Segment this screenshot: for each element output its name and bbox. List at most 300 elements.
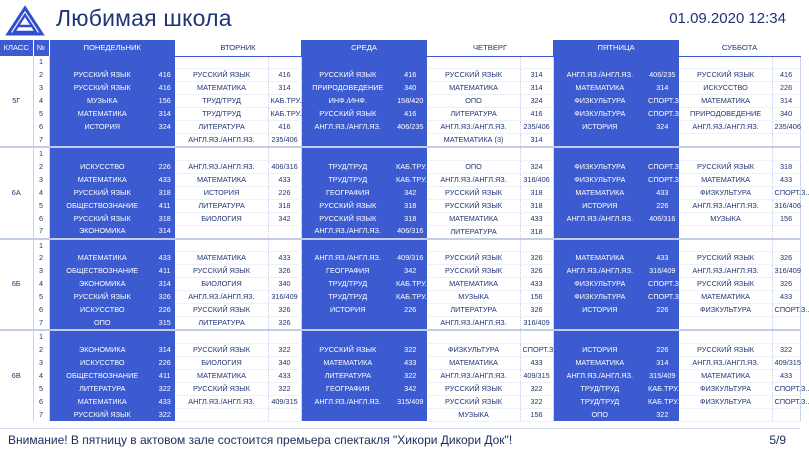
room-cell-monday: 326 — [155, 291, 175, 304]
room-cell-saturday: 316/409 — [772, 265, 800, 278]
room-cell-tuesday — [268, 56, 301, 69]
room-cell-monday — [155, 147, 175, 160]
subject-cell-tuesday — [175, 225, 268, 239]
subject-cell-saturday: РУССКИЙ ЯЗЫК — [679, 278, 772, 291]
room-cell-tuesday: 326 — [268, 304, 301, 317]
page-indicator: 5/9 — [769, 433, 786, 447]
room-cell-saturday: 226 — [772, 82, 800, 95]
table-row — [0, 239, 800, 252]
subject-cell-tuesday: БИОЛОГИЯ — [175, 278, 268, 291]
subject-cell-wednesday — [301, 134, 394, 148]
subject-cell-thursday: РУССКИЙ ЯЗЫК — [427, 186, 520, 199]
lesson-number-cell: 1 — [33, 330, 49, 343]
room-cell-friday: 324 — [646, 121, 679, 134]
room-cell-wednesday — [394, 239, 427, 252]
room-cell-tuesday: 416 — [268, 121, 301, 134]
subject-cell-thursday: АНГЛ.ЯЗ./АНГЛ.ЯЗ. — [427, 173, 520, 186]
room-cell-monday: 226 — [155, 160, 175, 173]
column-header-thursday: ЧЕТВЕРГ — [427, 40, 553, 56]
room-cell-monday: 314 — [155, 343, 175, 356]
room-cell-wednesday: 158/420 — [394, 95, 427, 108]
table-row — [0, 304, 800, 317]
subject-cell-monday: ОПО — [49, 317, 155, 331]
lesson-number-cell: 7 — [33, 317, 49, 331]
lesson-number-cell: 3 — [33, 265, 49, 278]
class-name-cell: 6В — [0, 330, 33, 421]
subject-cell-wednesday: ГЕОГРАФИЯ — [301, 265, 394, 278]
subject-cell-wednesday — [301, 330, 394, 343]
page-title: Любимая школа — [56, 5, 232, 31]
subject-cell-thursday: МАТЕМАТИКА — [427, 212, 520, 225]
room-cell-wednesday — [394, 56, 427, 69]
subject-cell-monday: ЭКОНОМИКА — [49, 278, 155, 291]
table-row — [0, 173, 800, 186]
subject-cell-monday: ЭКОНОМИКА — [49, 343, 155, 356]
subject-cell-tuesday: РУССКИЙ ЯЗЫК — [175, 304, 268, 317]
subject-cell-wednesday: РУССКИЙ ЯЗЫК — [301, 108, 394, 121]
subject-cell-monday: ЛИТЕРАТУРА — [49, 382, 155, 395]
subject-cell-wednesday: АНГЛ.ЯЗ./АНГЛ.ЯЗ. — [301, 121, 394, 134]
room-cell-friday: СПОРТ.З.. — [646, 173, 679, 186]
room-cell-wednesday: КАБ.ТРУ.. — [394, 173, 427, 186]
subject-cell-saturday: МАТЕМАТИКА — [679, 95, 772, 108]
lesson-number-cell: 3 — [33, 173, 49, 186]
lesson-number-cell: 2 — [33, 69, 49, 82]
room-cell-friday: 322 — [646, 408, 679, 421]
table-row — [0, 356, 800, 369]
room-cell-tuesday: 322 — [268, 382, 301, 395]
subject-cell-friday: ФИЗКУЛЬТУРА — [553, 160, 646, 173]
subject-cell-wednesday: ЛИТЕРАТУРА — [301, 369, 394, 382]
room-cell-friday: СПОРТ.З.. — [646, 278, 679, 291]
room-cell-wednesday: 322 — [394, 343, 427, 356]
subject-cell-monday: ОБЩЕСТВОЗНАНИЕ — [49, 199, 155, 212]
subject-cell-wednesday — [301, 408, 394, 421]
subject-cell-tuesday: БИОЛОГИЯ — [175, 356, 268, 369]
room-cell-wednesday: 409/316 — [394, 252, 427, 265]
subject-cell-friday: МАТЕМАТИКА — [553, 186, 646, 199]
table-row — [0, 56, 800, 69]
room-cell-thursday: 316/406 — [520, 173, 553, 186]
subject-cell-friday: АНГЛ.ЯЗ./АНГЛ.ЯЗ. — [553, 212, 646, 225]
room-cell-wednesday: 226 — [394, 304, 427, 317]
lesson-number-cell: 5 — [33, 199, 49, 212]
subject-cell-friday: АНГЛ.ЯЗ./АНГЛ.ЯЗ. — [553, 69, 646, 82]
subject-cell-thursday: МАТЕМАТИКА — [427, 278, 520, 291]
subject-cell-thursday: РУССКИЙ ЯЗЫК — [427, 382, 520, 395]
room-cell-thursday: 409/315 — [520, 369, 553, 382]
room-cell-monday — [155, 56, 175, 69]
room-cell-saturday: 235/406 — [772, 121, 800, 134]
subject-cell-thursday: АНГЛ.ЯЗ./АНГЛ.ЯЗ. — [427, 317, 520, 331]
room-cell-saturday: 433 — [772, 173, 800, 186]
column-header-class: КЛАСС — [0, 40, 33, 56]
room-cell-monday: 318 — [155, 186, 175, 199]
lesson-number-cell: 4 — [33, 278, 49, 291]
subject-cell-friday: ИСТОРИЯ — [553, 199, 646, 212]
table-row — [0, 108, 800, 121]
room-cell-tuesday: 406/316 — [268, 160, 301, 173]
subject-cell-monday — [49, 330, 155, 343]
subject-cell-saturday: РУССКИЙ ЯЗЫК — [679, 252, 772, 265]
room-cell-tuesday: 342 — [268, 212, 301, 225]
room-cell-thursday: 326 — [520, 252, 553, 265]
subject-cell-monday: МАТЕМАТИКА — [49, 395, 155, 408]
room-cell-friday — [646, 317, 679, 331]
room-cell-tuesday — [268, 225, 301, 239]
header — [0, 0, 800, 40]
column-header-friday: ПЯТНИЦА — [553, 40, 679, 56]
room-cell-monday: 156 — [155, 95, 175, 108]
subject-cell-tuesday: РУССКИЙ ЯЗЫК — [175, 69, 268, 82]
subject-cell-wednesday: ИНФ./ИНФ. — [301, 95, 394, 108]
room-cell-wednesday — [394, 408, 427, 421]
room-cell-thursday: 314 — [520, 82, 553, 95]
subject-cell-wednesday: РУССКИЙ ЯЗЫК — [301, 212, 394, 225]
subject-cell-saturday: МАТЕМАТИКА — [679, 369, 772, 382]
room-cell-thursday: 322 — [520, 395, 553, 408]
subject-cell-saturday — [679, 134, 772, 148]
subject-cell-thursday: ФИЗКУЛЬТУРА — [427, 343, 520, 356]
lesson-number-cell: 7 — [33, 225, 49, 239]
subject-cell-monday: ОБЩЕСТВОЗНАНИЕ — [49, 369, 155, 382]
room-cell-tuesday: 318 — [268, 199, 301, 212]
table-row — [0, 212, 800, 225]
table-row — [0, 395, 800, 408]
room-cell-monday: 322 — [155, 382, 175, 395]
subject-cell-friday — [553, 56, 646, 69]
room-cell-wednesday — [394, 147, 427, 160]
subject-cell-saturday: ФИЗКУЛЬТУРА — [679, 304, 772, 317]
subject-cell-monday: МАТЕМАТИКА — [49, 173, 155, 186]
room-cell-thursday: 324 — [520, 95, 553, 108]
subject-cell-friday: АНГЛ.ЯЗ./АНГЛ.ЯЗ. — [553, 265, 646, 278]
room-cell-tuesday: 316/409 — [268, 291, 301, 304]
room-cell-saturday: СПОРТ.З.. — [772, 304, 800, 317]
room-cell-tuesday: 340 — [268, 356, 301, 369]
subject-cell-thursday — [427, 147, 520, 160]
lesson-number-cell: 4 — [33, 369, 49, 382]
room-cell-saturday: 326 — [772, 278, 800, 291]
subject-cell-friday — [553, 330, 646, 343]
room-cell-friday: 226 — [646, 343, 679, 356]
subject-cell-monday: ИСКУССТВО — [49, 356, 155, 369]
subject-cell-saturday — [679, 408, 772, 421]
subject-cell-thursday: МУЗЫКА — [427, 291, 520, 304]
subject-cell-saturday: РУССКИЙ ЯЗЫК — [679, 69, 772, 82]
room-cell-monday: 226 — [155, 304, 175, 317]
subject-cell-wednesday: АНГЛ.ЯЗ./АНГЛ.ЯЗ. — [301, 395, 394, 408]
room-cell-thursday: 316/409 — [520, 317, 553, 331]
room-cell-thursday — [520, 56, 553, 69]
room-cell-monday: 416 — [155, 69, 175, 82]
room-cell-tuesday: 433 — [268, 173, 301, 186]
subject-cell-thursday: РУССКИЙ ЯЗЫК — [427, 69, 520, 82]
room-cell-tuesday: 314 — [268, 82, 301, 95]
room-cell-monday: 322 — [155, 408, 175, 421]
room-cell-saturday — [772, 56, 800, 69]
table-row — [0, 186, 800, 199]
subject-cell-saturday: ФИЗКУЛЬТУРА — [679, 186, 772, 199]
lesson-number-cell: 4 — [33, 95, 49, 108]
room-cell-monday: 318 — [155, 212, 175, 225]
subject-cell-thursday: ОПО — [427, 160, 520, 173]
subject-cell-wednesday — [301, 56, 394, 69]
room-cell-saturday: 318 — [772, 160, 800, 173]
room-cell-friday: 314 — [646, 82, 679, 95]
date-time: 01.09.2020 12:34 — [669, 10, 786, 27]
room-cell-friday: 316/409 — [646, 265, 679, 278]
subject-cell-wednesday — [301, 147, 394, 160]
subject-cell-monday: МАТЕМАТИКА — [49, 108, 155, 121]
room-cell-saturday — [772, 225, 800, 239]
class-name-cell: 6Б — [0, 239, 33, 331]
room-cell-monday: 433 — [155, 173, 175, 186]
subject-cell-tuesday: ЛИТЕРАТУРА — [175, 317, 268, 331]
subject-cell-friday: ТРУД/ТРУД — [553, 395, 646, 408]
class-name-cell: 6А — [0, 147, 33, 239]
subject-cell-tuesday: АНГЛ.ЯЗ./АНГЛ.ЯЗ. — [175, 395, 268, 408]
lesson-number-cell: 7 — [33, 408, 49, 421]
subject-cell-thursday: МАТЕМАТИКА — [427, 356, 520, 369]
room-cell-friday: СПОРТ.З.. — [646, 160, 679, 173]
subject-cell-friday: МАТЕМАТИКА — [553, 82, 646, 95]
subject-cell-wednesday: ГЕОГРАФИЯ — [301, 382, 394, 395]
room-cell-tuesday: 326 — [268, 265, 301, 278]
subject-cell-tuesday: РУССКИЙ ЯЗЫК — [175, 343, 268, 356]
table-row — [0, 330, 800, 343]
room-cell-saturday: СПОРТ.З.. — [772, 395, 800, 408]
room-cell-thursday: 433 — [520, 212, 553, 225]
subject-cell-tuesday: МАТЕМАТИКА — [175, 252, 268, 265]
room-cell-tuesday: 326 — [268, 317, 301, 331]
column-header-tuesday: ВТОРНИК — [175, 40, 301, 56]
subject-cell-thursday: РУССКИЙ ЯЗЫК — [427, 265, 520, 278]
room-cell-friday: 406/316 — [646, 212, 679, 225]
room-cell-monday: 416 — [155, 82, 175, 95]
subject-cell-monday: РУССКИЙ ЯЗЫК — [49, 212, 155, 225]
subject-cell-friday: МАТЕМАТИКА — [553, 252, 646, 265]
subject-cell-saturday: МАТЕМАТИКА — [679, 173, 772, 186]
room-cell-friday: 433 — [646, 186, 679, 199]
room-cell-wednesday — [394, 330, 427, 343]
subject-cell-saturday: ИСКУССТВО — [679, 82, 772, 95]
subject-cell-saturday: АНГЛ.ЯЗ./АНГЛ.ЯЗ. — [679, 265, 772, 278]
subject-cell-saturday: ПРИРОДОВЕДЕНИЕ — [679, 108, 772, 121]
room-cell-wednesday: 315/409 — [394, 395, 427, 408]
room-cell-monday: 411 — [155, 265, 175, 278]
room-cell-wednesday: 342 — [394, 382, 427, 395]
lesson-number-cell: 6 — [33, 395, 49, 408]
room-cell-wednesday: КАБ.ТРУ.. — [394, 278, 427, 291]
lesson-number-cell: 2 — [33, 160, 49, 173]
subject-cell-thursday: РУССКИЙ ЯЗЫК — [427, 395, 520, 408]
room-cell-saturday: 316/406 — [772, 199, 800, 212]
room-cell-wednesday: КАБ.ТРУ.. — [394, 291, 427, 304]
room-cell-wednesday: 416 — [394, 69, 427, 82]
room-cell-saturday: СПОРТ.З.. — [772, 382, 800, 395]
room-cell-wednesday: 318 — [394, 212, 427, 225]
table-row — [0, 134, 800, 148]
room-cell-thursday: 433 — [520, 356, 553, 369]
lesson-number-cell: 2 — [33, 252, 49, 265]
room-cell-monday — [155, 134, 175, 148]
room-cell-thursday: 322 — [520, 382, 553, 395]
subject-cell-thursday: МАТЕМАТИКА — [427, 82, 520, 95]
table-row — [0, 225, 800, 239]
subject-cell-wednesday: ПРИРОДОВЕДЕНИЕ — [301, 82, 394, 95]
room-cell-saturday: 433 — [772, 291, 800, 304]
schedule-table — [0, 40, 809, 422]
subject-cell-wednesday: ТРУД/ТРУД — [301, 278, 394, 291]
lesson-number-cell: 5 — [33, 108, 49, 121]
subject-cell-monday: МУЗЫКА — [49, 95, 155, 108]
table-row — [0, 369, 800, 382]
subject-cell-saturday: АНГЛ.ЯЗ./АНГЛ.ЯЗ. — [679, 121, 772, 134]
subject-cell-saturday — [679, 239, 772, 252]
room-cell-saturday: СПОРТ.З.. — [772, 186, 800, 199]
room-cell-saturday: 314 — [772, 95, 800, 108]
room-cell-friday — [646, 134, 679, 148]
lesson-number-cell: 4 — [33, 186, 49, 199]
footer — [0, 428, 800, 449]
subject-cell-thursday: РУССКИЙ ЯЗЫК — [427, 252, 520, 265]
room-cell-wednesday: 406/316 — [394, 225, 427, 239]
subject-cell-thursday: ОПО — [427, 95, 520, 108]
room-cell-friday: 315/409 — [646, 369, 679, 382]
subject-cell-monday — [49, 56, 155, 69]
room-cell-monday: 314 — [155, 108, 175, 121]
lesson-number-cell: 5 — [33, 382, 49, 395]
room-cell-saturday: 416 — [772, 69, 800, 82]
room-cell-thursday: СПОРТ.З.. — [520, 343, 553, 356]
table-row — [0, 343, 800, 356]
table-row — [0, 382, 800, 395]
room-cell-monday: 433 — [155, 395, 175, 408]
subject-cell-thursday: ЛИТЕРАТУРА — [427, 225, 520, 239]
subject-cell-tuesday: ЛИТЕРАТУРА — [175, 199, 268, 212]
room-cell-wednesday: 433 — [394, 356, 427, 369]
column-header-saturday: СУББОТА — [679, 40, 800, 56]
room-cell-friday: СПОРТ.З.. — [646, 291, 679, 304]
room-cell-thursday: 326 — [520, 265, 553, 278]
room-cell-thursday: 433 — [520, 278, 553, 291]
lesson-number-cell: 5 — [33, 291, 49, 304]
subject-cell-tuesday — [175, 239, 268, 252]
subject-cell-wednesday: РУССКИЙ ЯЗЫК — [301, 343, 394, 356]
subject-cell-friday: ФИЗКУЛЬТУРА — [553, 278, 646, 291]
subject-cell-friday: ФИЗКУЛЬТУРА — [553, 173, 646, 186]
subject-cell-friday — [553, 134, 646, 148]
subject-cell-tuesday: АНГЛ.ЯЗ./АНГЛ.ЯЗ. — [175, 134, 268, 148]
room-cell-tuesday: 416 — [268, 69, 301, 82]
subject-cell-friday — [553, 317, 646, 331]
room-cell-friday — [646, 56, 679, 69]
lesson-number-cell: 1 — [33, 56, 49, 69]
room-cell-tuesday: 226 — [268, 186, 301, 199]
subject-cell-friday — [553, 147, 646, 160]
room-cell-wednesday: 322 — [394, 369, 427, 382]
subject-cell-wednesday: ТРУД/ТРУД — [301, 291, 394, 304]
subject-cell-thursday: РУССКИЙ ЯЗЫК — [427, 199, 520, 212]
room-cell-tuesday — [268, 239, 301, 252]
room-cell-thursday: 416 — [520, 108, 553, 121]
subject-cell-tuesday: МАТЕМАТИКА — [175, 173, 268, 186]
room-cell-wednesday: 342 — [394, 186, 427, 199]
subject-cell-wednesday: ИСТОРИЯ — [301, 304, 394, 317]
room-cell-monday: 315 — [155, 317, 175, 331]
room-cell-wednesday — [394, 134, 427, 148]
room-cell-saturday: 156 — [772, 212, 800, 225]
room-cell-monday: 314 — [155, 225, 175, 239]
table-row — [0, 69, 800, 82]
table-row — [0, 199, 800, 212]
room-cell-wednesday: КАБ.ТРУ.. — [394, 160, 427, 173]
lesson-number-cell: 6 — [33, 121, 49, 134]
subject-cell-monday: РУССКИЙ ЯЗЫК — [49, 291, 155, 304]
class-name-cell: 5Г — [0, 56, 33, 147]
subject-cell-thursday: АНГЛ.ЯЗ./АНГЛ.ЯЗ. — [427, 369, 520, 382]
room-cell-thursday: 326 — [520, 304, 553, 317]
table-row — [0, 291, 800, 304]
subject-cell-monday: РУССКИЙ ЯЗЫК — [49, 82, 155, 95]
room-cell-wednesday: 318 — [394, 199, 427, 212]
subject-cell-saturday — [679, 147, 772, 160]
room-cell-thursday: 314 — [520, 69, 553, 82]
column-header-monday: ПОНЕДЕЛЬНИК — [49, 40, 175, 56]
room-cell-saturday: 409/315 — [772, 356, 800, 369]
subject-cell-saturday — [679, 330, 772, 343]
subject-cell-tuesday: АНГЛ.ЯЗ./АНГЛ.ЯЗ. — [175, 160, 268, 173]
subject-cell-friday: АНГЛ.ЯЗ./АНГЛ.ЯЗ. — [553, 369, 646, 382]
subject-cell-friday: ОПО — [553, 408, 646, 421]
subject-cell-monday: ИСКУССТВО — [49, 160, 155, 173]
subject-cell-tuesday: ИСТОРИЯ — [175, 186, 268, 199]
subject-cell-thursday: АНГЛ.ЯЗ./АНГЛ.ЯЗ. — [427, 121, 520, 134]
lesson-number-cell: 7 — [33, 134, 49, 148]
subject-cell-tuesday — [175, 56, 268, 69]
room-cell-friday: СПОРТ.З.. — [646, 95, 679, 108]
room-cell-saturday — [772, 147, 800, 160]
room-cell-tuesday: КАБ.ТРУ.. — [268, 95, 301, 108]
room-cell-saturday: 322 — [772, 343, 800, 356]
room-cell-friday: 406/235 — [646, 69, 679, 82]
subject-cell-saturday — [679, 56, 772, 69]
room-cell-saturday: 340 — [772, 108, 800, 121]
room-cell-friday — [646, 225, 679, 239]
room-cell-monday: 411 — [155, 199, 175, 212]
room-cell-wednesday: 406/235 — [394, 121, 427, 134]
column-header-wednesday: СРЕДА — [301, 40, 427, 56]
room-cell-thursday: 318 — [520, 199, 553, 212]
room-cell-tuesday: КАБ.ТРУ.. — [268, 108, 301, 121]
school-logo-icon — [6, 6, 44, 36]
subject-cell-tuesday: ТРУД/ТРУД — [175, 108, 268, 121]
subject-cell-tuesday: АНГЛ.ЯЗ./АНГЛ.ЯЗ. — [175, 291, 268, 304]
room-cell-thursday: 156 — [520, 291, 553, 304]
room-cell-friday: СПОРТ.З.. — [646, 108, 679, 121]
table-row — [0, 82, 800, 95]
room-cell-wednesday: 340 — [394, 82, 427, 95]
subject-cell-wednesday: ГЕОГРАФИЯ — [301, 186, 394, 199]
room-cell-tuesday: 322 — [268, 343, 301, 356]
subject-cell-monday: ИСКУССТВО — [49, 304, 155, 317]
header-row — [0, 40, 800, 56]
subject-cell-wednesday: АНГЛ.ЯЗ./АНГЛ.ЯЗ. — [301, 225, 394, 239]
subject-cell-monday — [49, 239, 155, 252]
room-cell-tuesday — [268, 408, 301, 421]
room-cell-saturday: 433 — [772, 369, 800, 382]
